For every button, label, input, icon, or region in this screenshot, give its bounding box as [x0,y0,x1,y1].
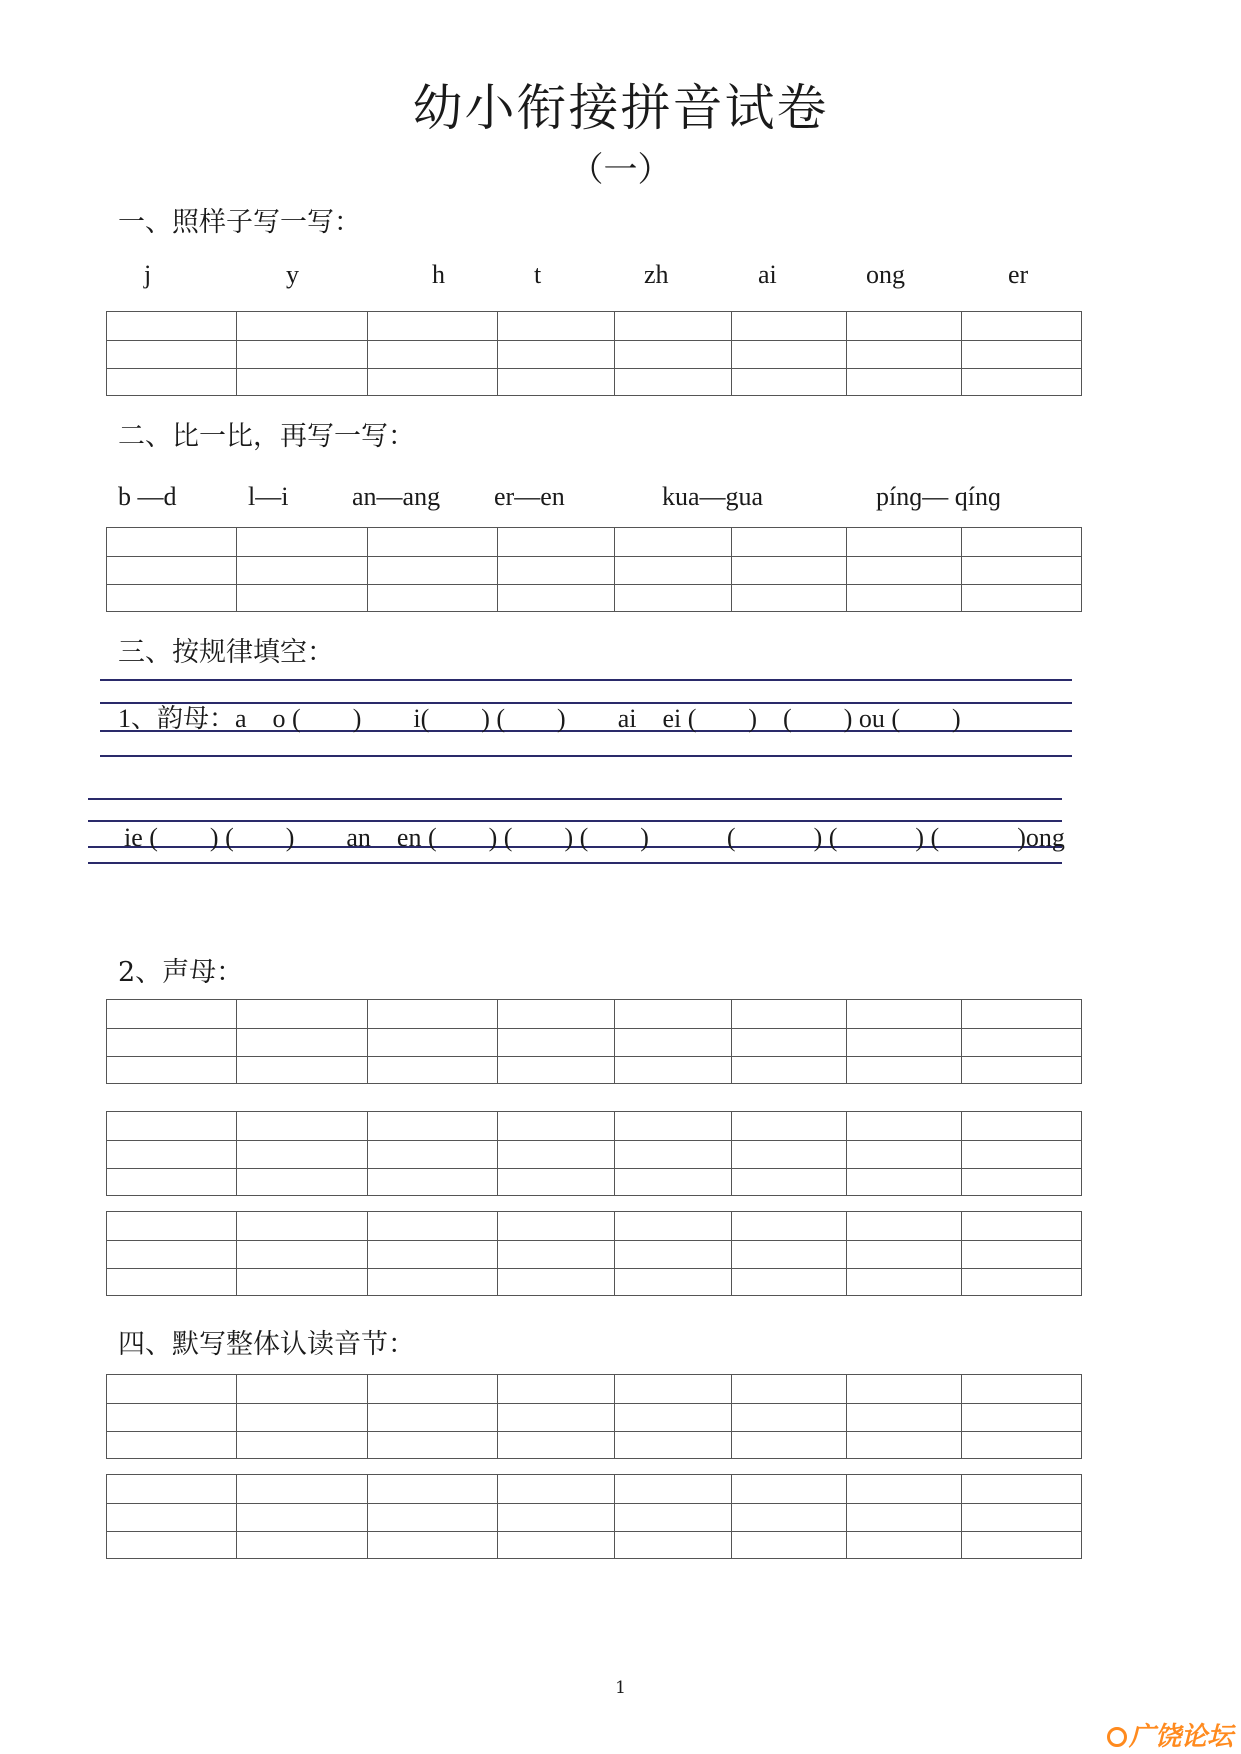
grid-row-line [107,1403,1081,1404]
grid-column-line [614,1475,615,1558]
grid-row-line [107,1503,1081,1504]
pair-er-en: er—en [494,482,565,511]
pair-b-d: b —d [118,482,177,511]
letter-h: h [432,260,445,289]
section-1-heading: 一、照样子写一写： [118,207,361,238]
grid-column-line [614,1375,615,1458]
grid-column-line [497,1112,498,1195]
writing-grid[interactable] [106,311,1082,396]
grid-row-line [107,1168,1081,1169]
grid-column-line [367,1000,368,1083]
letter-zh: zh [644,260,669,289]
grid-column-line [846,1212,847,1295]
grid-column-line [236,1475,237,1558]
grid-column-line [961,1000,962,1083]
grid-row-line [107,1240,1081,1241]
logo-icon [1107,1727,1127,1747]
grid-column-line [367,1112,368,1195]
grid-column-line [236,1000,237,1083]
grid-column-line [614,528,615,611]
letter-y: y [286,260,299,289]
grid-column-line [367,1475,368,1558]
grid-column-line [236,528,237,611]
watermark-text: 广饶论坛 [1128,1722,1233,1752]
writing-grid[interactable] [106,1474,1082,1559]
grid-column-line [731,528,732,611]
grid-row-line [107,584,1081,585]
grid-column-line [614,312,615,395]
writing-grid[interactable] [106,1211,1082,1296]
writing-grid[interactable] [106,527,1082,612]
grid-column-line [731,312,732,395]
grid-column-line [961,1112,962,1195]
guide-line [88,862,1062,864]
grid-column-line [497,1212,498,1295]
grid-row-line [107,1531,1081,1532]
grid-column-line [497,1000,498,1083]
grid-row-line [107,556,1081,557]
grid-column-line [731,1475,732,1558]
section-4-heading: 四、默写整体认读音节： [118,1329,415,1360]
section-2-heading: 二、比一比，再写一写： [118,421,415,452]
grid-column-line [497,1375,498,1458]
grid-column-line [961,528,962,611]
grid-column-line [367,1212,368,1295]
grid-column-line [236,312,237,395]
grid-column-line [846,528,847,611]
guide-line [100,755,1072,757]
writing-grid[interactable] [106,1374,1082,1459]
vowel-fill-line-1[interactable]: 1、韵母：a o ( ) i( ) ( ) ai ei ( ) ( ) ou ( ) [118,704,961,733]
letter-er: er [1008,260,1029,289]
grid-column-line [846,1475,847,1558]
grid-column-line [236,1212,237,1295]
grid-column-line [497,528,498,611]
grid-row-line [107,368,1081,369]
grid-column-line [614,1000,615,1083]
grid-column-line [731,1000,732,1083]
grid-row-line [107,1140,1081,1141]
grid-column-line [497,312,498,395]
grid-row-line [107,1268,1081,1269]
grid-column-line [731,1375,732,1458]
page-number: 1 [615,1678,626,1698]
grid-row-line [107,1431,1081,1432]
grid-column-line [497,1475,498,1558]
vowel-fill-line-2[interactable]: ie ( ) ( ) an en ( ) ( ) ( ) ( ) ( ) ( )ong [124,823,1065,852]
pair-an-ang: an—ang [352,482,441,511]
grid-column-line [846,1375,847,1458]
grid-column-line [367,1375,368,1458]
page-title: 幼小衔接拼音试卷 [412,79,829,137]
consonant-subheading: 2、声母： [118,957,244,988]
letter-j: j [144,260,152,289]
grid-column-line [614,1112,615,1195]
grid-row-line [107,1028,1081,1029]
grid-column-line [731,1212,732,1295]
grid-row-line [107,340,1081,341]
section-3-heading: 三、按规律填空： [118,637,334,668]
grid-column-line [846,1000,847,1083]
grid-row-line [107,1056,1081,1057]
grid-column-line [731,1112,732,1195]
grid-column-line [367,528,368,611]
grid-column-line [961,1475,962,1558]
grid-column-line [961,312,962,395]
grid-column-line [367,312,368,395]
writing-grid[interactable] [106,1111,1082,1196]
pair-ping-qing: pínɡ— qínɡ [876,482,1001,511]
grid-column-line [846,312,847,395]
page-subtitle: （一） [569,150,672,190]
guide-line [100,679,1072,681]
writing-grid[interactable] [106,999,1082,1084]
guide-line [88,798,1062,800]
letter-ong: ong [866,260,905,289]
grid-column-line [614,1212,615,1295]
grid-column-line [961,1212,962,1295]
grid-column-line [236,1112,237,1195]
letter-t: t [534,260,542,289]
forum-watermark [1107,1716,1233,1753]
grid-column-line [961,1375,962,1458]
letter-ai: ai [758,260,777,289]
grid-column-line [236,1375,237,1458]
pair-l-i: l—i [248,482,289,511]
grid-column-line [846,1112,847,1195]
pair-kua-gua: kua—gua [662,482,764,511]
